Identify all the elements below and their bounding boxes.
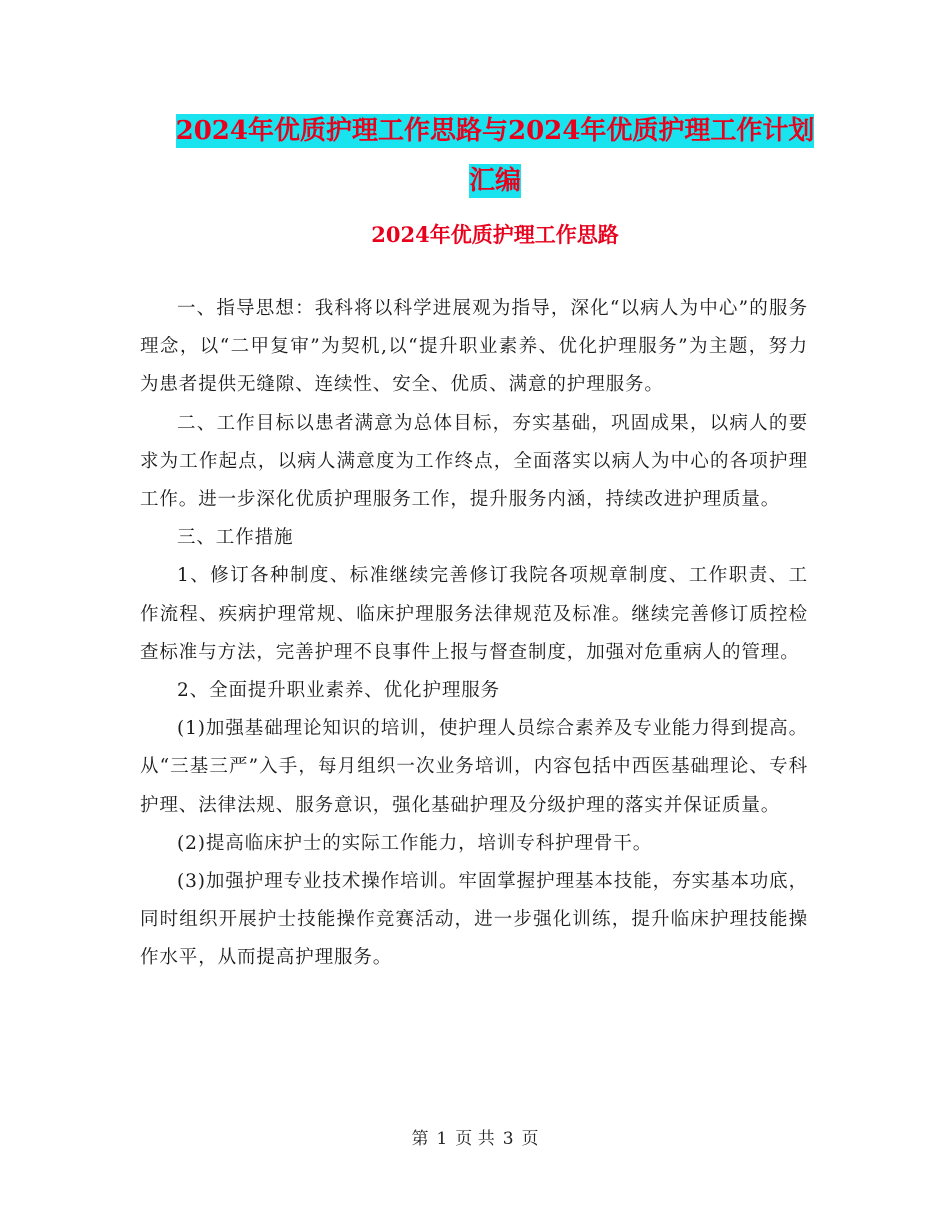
paragraph-guiding-ideology: 一、指导思想：我科将以科学进展观为指导，深化“以病人为中心”的服务理念，以“二甲复审”为契机,以“提升职业素养、优化护理服务”为主题，努力为患者提供无缝隙、连续性、安全、优质、满意的护理服务。 [140,298,808,396]
page-footer [0,1124,950,1149]
paragraph-work-measures-heading: 三、工作措施 [177,527,294,549]
footer-middle: 页 共 [455,1129,495,1149]
document-title-line-2: 汇编 [468,166,521,196]
paragraph-work-goals: 二、工作目标以患者满意为总体目标，夯实基础，巩固成果，以病人的要求为工作起点，以病人满意度为工作终点，全面落实以病人为中心的各项护理工作。进一步深化优质护理服务工作，提升服务内涵，持续改进护理质量。 [140,412,808,511]
section-title: 2024年优质护理工作思路 [371,222,619,247]
footer-total-pages: 3 [502,1129,514,1149]
paragraph-measure-1: 1、修订各种制度、标准继续完善修订我院各项规章制度、工作职责、工作流程、疾病护理常规、临床护理服务法律规范及标准。继续完善修订质控检查标准与方法，完善护理不良事件上报与督查制度，加强对危重病人的管理。 [140,565,808,663]
paragraph-measure-2-item-1: (1)加强基础理论知识的培训，使护理人员综合素养及专业能力得到提高。从“三基三严”入手，每月组织一次业务培训，内容包括中西医基础理论、专科护理、法律法规、服务意识，强化基础护理及分级护理的落实并保证质量。 [140,718,808,816]
footer-page-number: 1 [436,1129,448,1149]
footer-prefix: 第 [411,1129,429,1149]
footer-suffix: 页 [521,1129,539,1149]
document-title-line-1: 2024年优质护理工作思路与2024年优质护理工作计划 [175,116,815,146]
paragraph-measure-2: 2、全面提升职业素养、优化护理服务 [177,680,501,702]
document-body [140,290,808,978]
document-title [140,106,850,206]
paragraph-measure-2-item-3: (3)加强护理专业技术操作培训。牢固掌握护理基本技能，夯实基本功底，同时组织开展护士技能操作竞赛活动，进一步强化训练，提升临床护理技能操作水平，从而提高护理服务。 [140,871,808,969]
paragraph-measure-2-item-2: (2)提高临床护士的实际工作能力，培训专科护理骨干。 [177,832,653,854]
